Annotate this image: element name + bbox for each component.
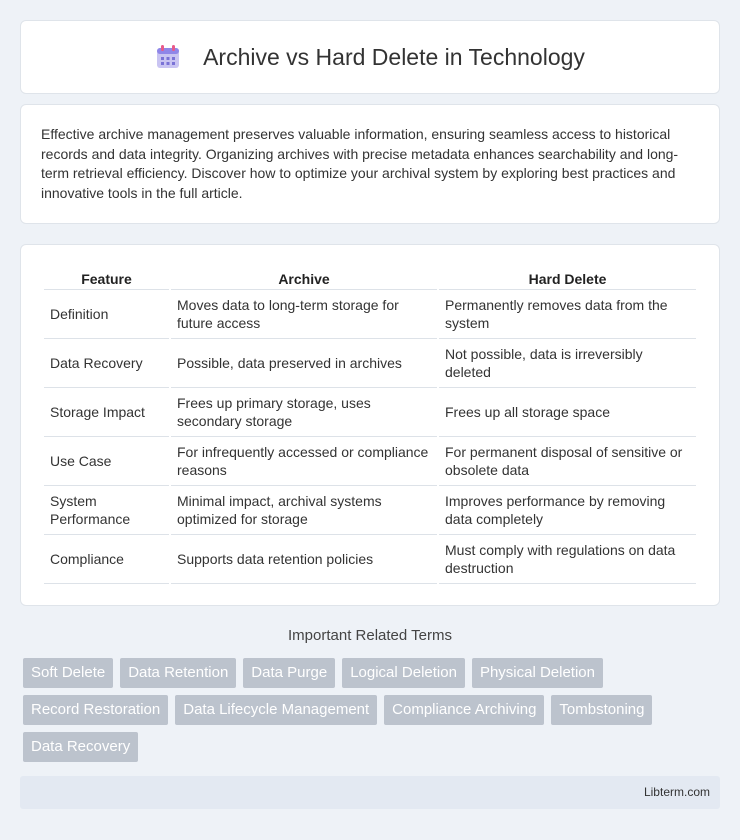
table-cell: Permanently removes data from the system: [439, 289, 696, 338]
related-terms-title: Important Related Terms: [288, 627, 452, 644]
related-term-tag[interactable]: Tombstoning: [551, 695, 652, 725]
footer-site-link[interactable]: Libterm.com: [643, 785, 710, 799]
table-row: [44, 436, 696, 485]
related-term-tag[interactable]: Data Retention: [120, 658, 236, 688]
table-cell: Frees up primary storage, uses secondary storage: [171, 387, 437, 436]
header-card: [20, 20, 720, 94]
table-cell: Possible, data preserved in archives: [171, 338, 437, 387]
table-row: [44, 387, 696, 436]
table-cell: Minimal impact, archival systems optimized for storage: [171, 485, 437, 534]
table-cell: Supports data retention policies: [171, 534, 437, 584]
intro-card: [20, 104, 720, 224]
column-header-feature: Feature: [81, 271, 132, 287]
table-cell: Definition: [44, 289, 169, 338]
table-cell: Improves performance by removing data completely: [439, 485, 696, 534]
table-cell: Moves data to long-term storage for future access: [171, 289, 437, 338]
table-cell: System Performance: [44, 485, 169, 534]
comparison-table-card: [20, 244, 720, 606]
page-title: Archive vs Hard Delete in Technology: [203, 43, 585, 70]
footer: [20, 776, 720, 809]
comparison-table: [42, 265, 698, 584]
intro-text: Effective archive management preserves valuable information, ensuring seamless access to historical records and data integrity. Organizing archives with precise metadata enhances searchability and long-term retrieval efficiency. Discover how to optimize your archival system by exploring best practices and innovative tools in the full article.: [41, 126, 679, 201]
related-term-tag[interactable]: Physical Deletion: [472, 658, 603, 688]
table-row: [44, 485, 696, 534]
related-term-tag[interactable]: Record Restoration: [23, 695, 168, 725]
related-term-tag[interactable]: Soft Delete: [23, 658, 113, 688]
table-row: [44, 338, 696, 387]
column-header-archive: Archive: [278, 271, 330, 287]
related-term-tag[interactable]: Data Recovery: [23, 732, 138, 762]
table-row: [44, 534, 696, 584]
table-cell: Frees up all storage space: [439, 387, 696, 436]
table-cell: For infrequently accessed or compliance reasons: [171, 436, 437, 485]
table-cell: Storage Impact: [44, 387, 169, 436]
table-cell: Must comply with regulations on data destruction: [439, 534, 696, 584]
related-term-tag[interactable]: Data Purge: [243, 658, 335, 688]
table-row: [44, 289, 696, 338]
table-cell: Use Case: [44, 436, 169, 485]
related-term-tag[interactable]: Data Lifecycle Management: [175, 695, 377, 725]
table-cell: Compliance: [44, 534, 169, 584]
related-term-tag[interactable]: Compliance Archiving: [384, 695, 544, 725]
related-terms-list: [23, 658, 703, 762]
related-term-tag[interactable]: Logical Deletion: [342, 658, 465, 688]
table-header-row: [44, 265, 696, 289]
table-cell: Not possible, data is irreversibly deleted: [439, 338, 696, 387]
column-header-hard-delete: Hard Delete: [528, 271, 607, 287]
table-cell: For permanent disposal of sensitive or obsolete data: [439, 436, 696, 485]
calendar-icon: [155, 44, 181, 70]
table-cell: Data Recovery: [44, 338, 169, 387]
